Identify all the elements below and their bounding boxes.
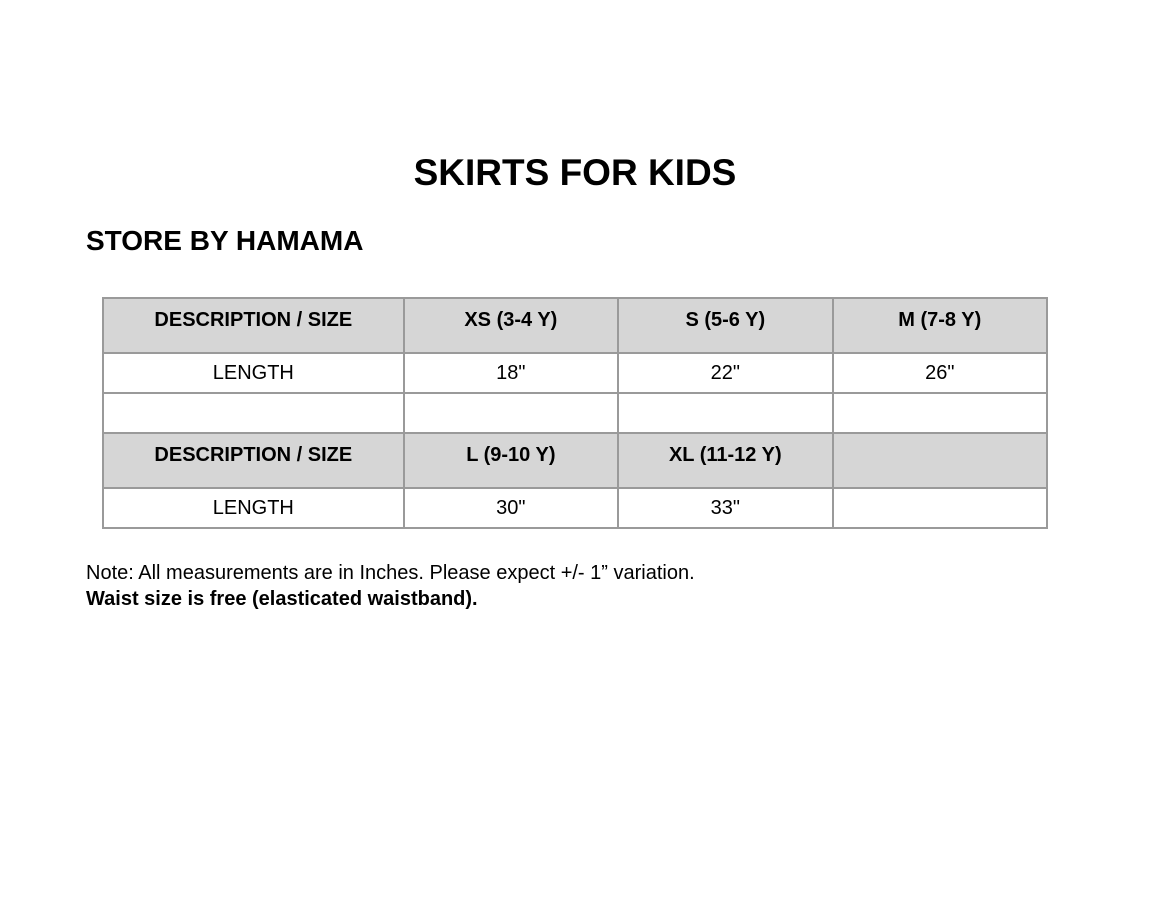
header-cell-size-xs: XS (3-4 Y) xyxy=(404,298,618,353)
row-label-length: LENGTH xyxy=(103,488,404,528)
header-cell-size-l: L (9-10 Y) xyxy=(404,433,618,488)
table-header-row xyxy=(103,298,1047,353)
row-label-length: LENGTH xyxy=(103,353,404,393)
empty-cell xyxy=(404,393,618,433)
length-value-xs: 18" xyxy=(404,353,618,393)
empty-cell xyxy=(103,393,404,433)
waist-note: Waist size is free (elasticated waistband). xyxy=(86,588,478,610)
header-cell-description: DESCRIPTION / SIZE xyxy=(103,298,404,353)
header-cell-description: DESCRIPTION / SIZE xyxy=(103,433,404,488)
length-value-xl: 33" xyxy=(618,488,832,528)
length-value-l: 30" xyxy=(404,488,618,528)
notes-block xyxy=(86,560,695,612)
empty-cell xyxy=(833,393,1047,433)
header-cell-size-m: M (7-8 Y) xyxy=(833,298,1047,353)
length-value-m: 26" xyxy=(833,353,1047,393)
length-value-empty xyxy=(833,488,1047,528)
header-cell-size-xl: XL (11-12 Y) xyxy=(618,433,832,488)
table-spacer-row xyxy=(103,393,1047,433)
table-row xyxy=(103,353,1047,393)
table-row xyxy=(103,488,1047,528)
measurement-note: Note: All measurements are in Inches. Please expect +/- 1” variation. xyxy=(86,562,695,584)
page-title: SKIRTS FOR KIDS xyxy=(413,152,737,193)
length-value-s: 22" xyxy=(618,353,832,393)
table-header-row xyxy=(103,433,1047,488)
size-chart-table xyxy=(102,297,1048,529)
header-cell-size-s: S (5-6 Y) xyxy=(618,298,832,353)
header-cell-empty xyxy=(833,433,1047,488)
empty-cell xyxy=(618,393,832,433)
store-name: STORE BY HAMAMA xyxy=(86,225,364,256)
